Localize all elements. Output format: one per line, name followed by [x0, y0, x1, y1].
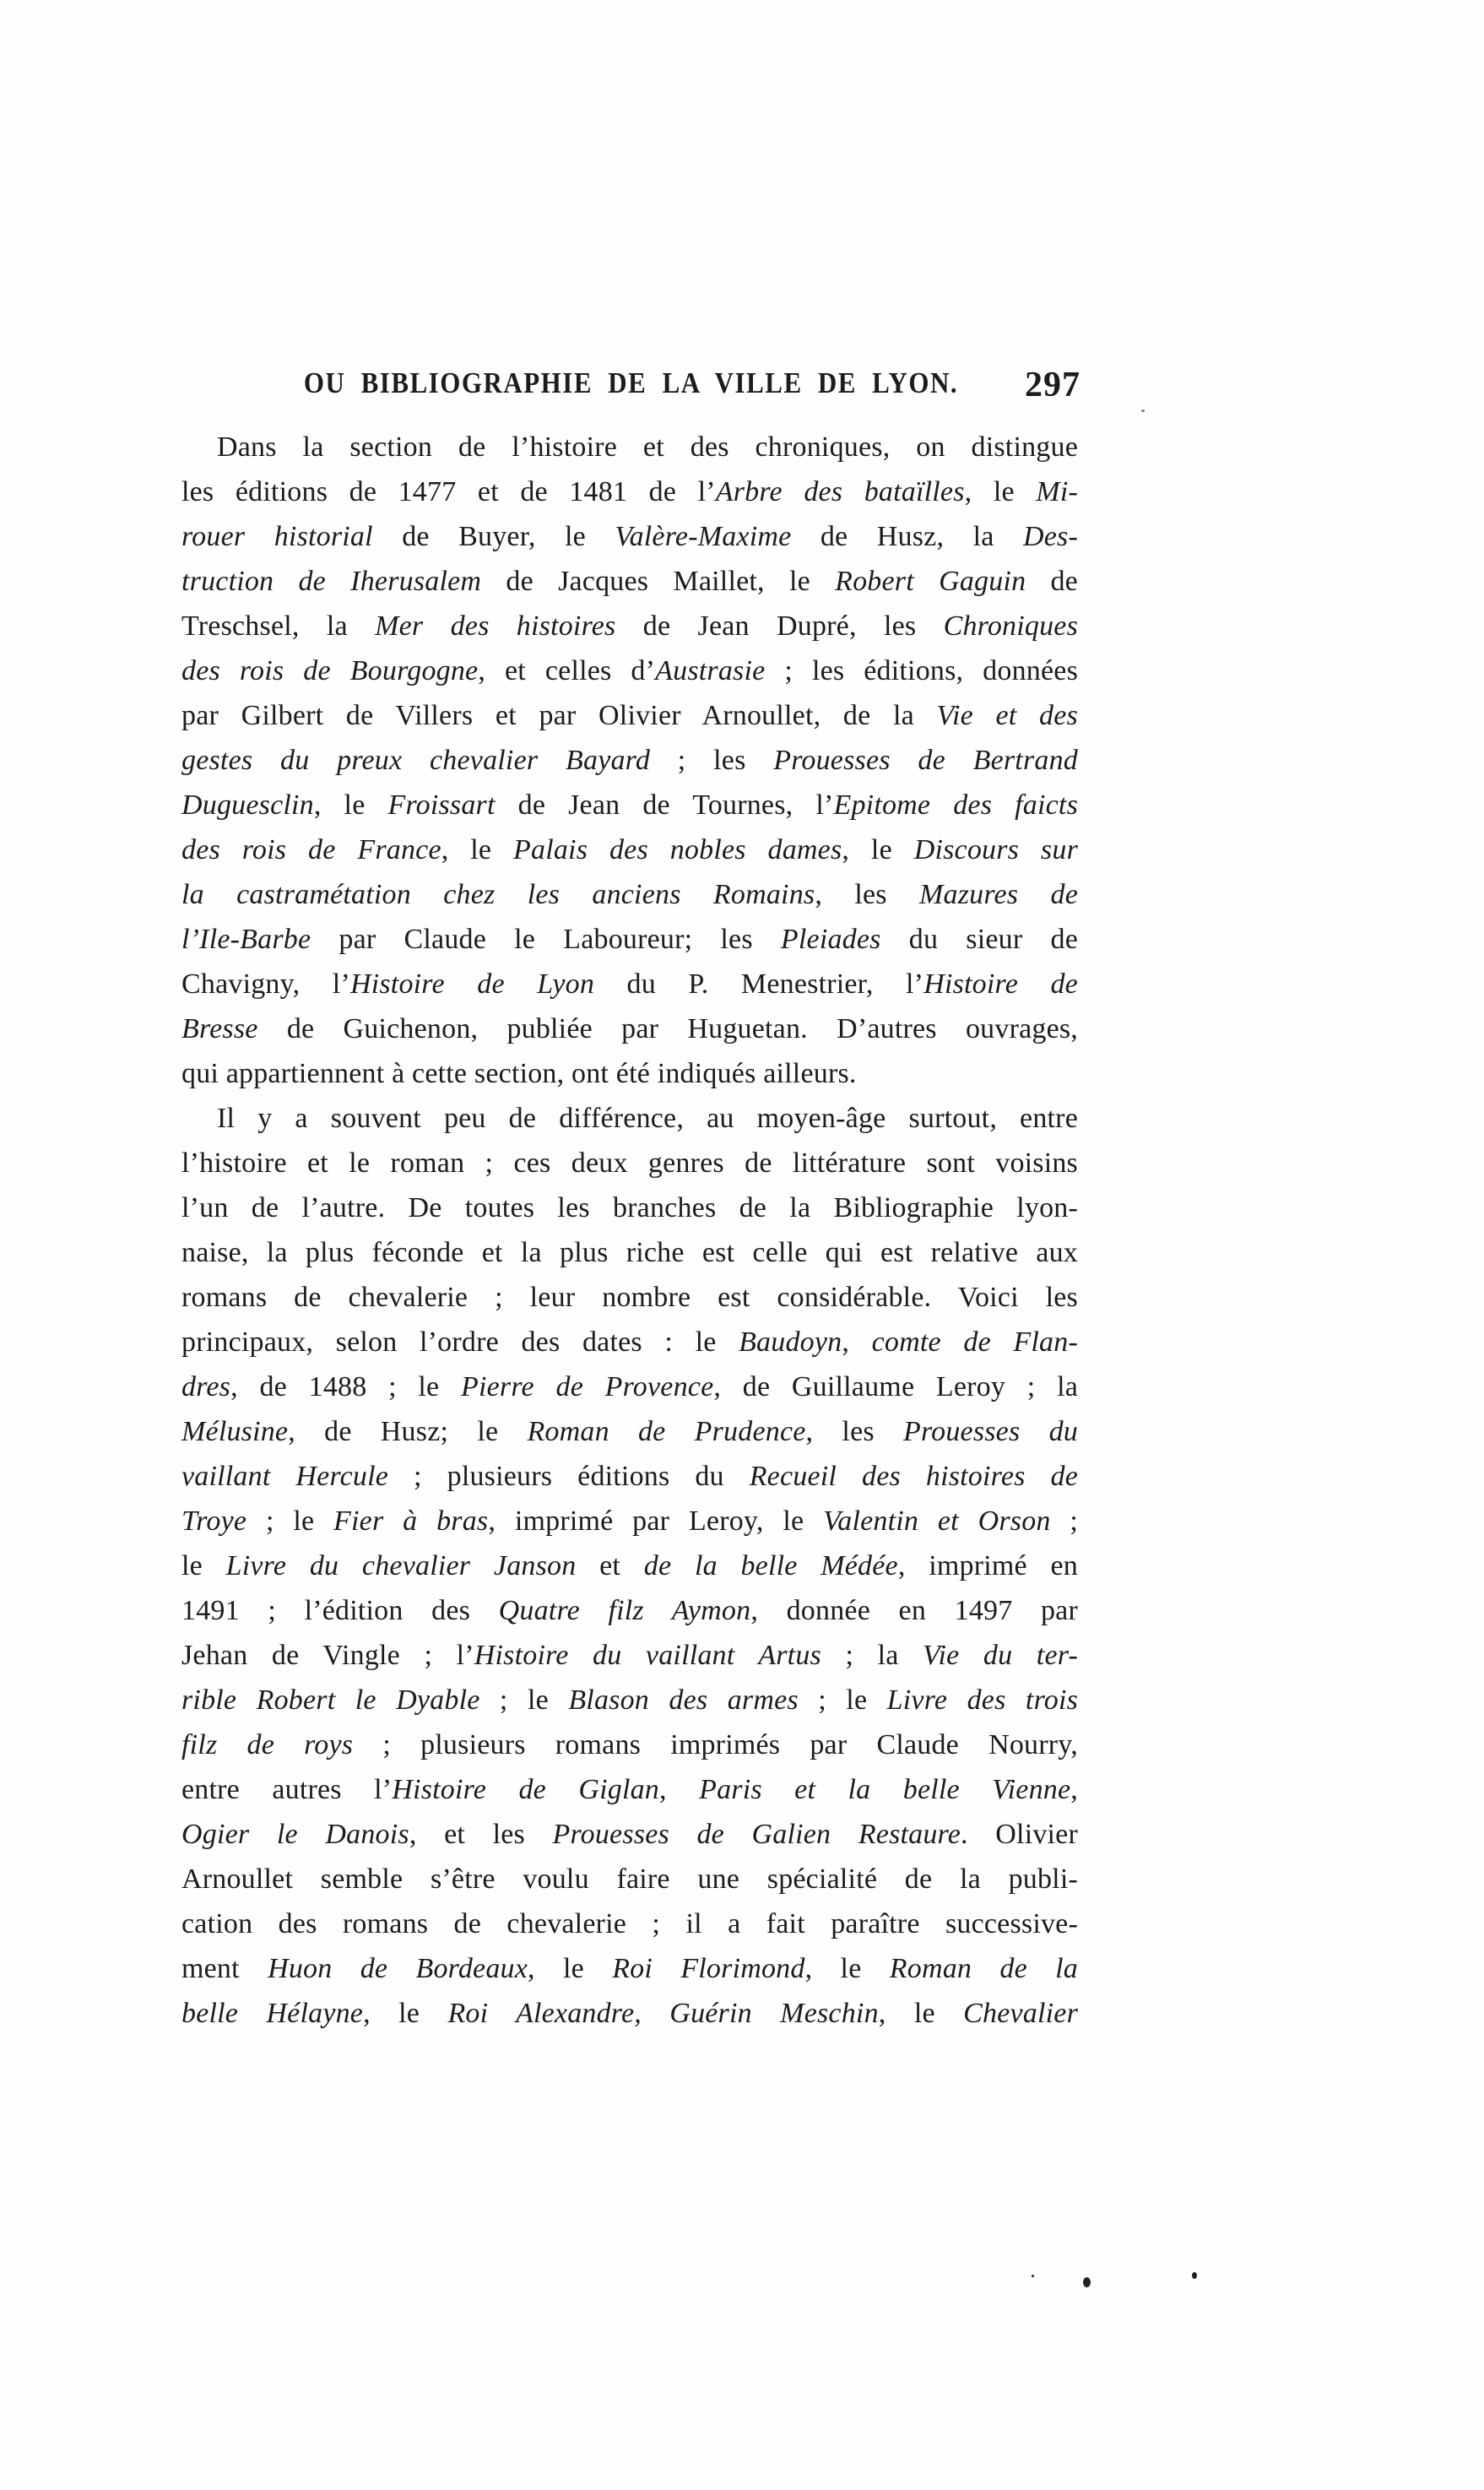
italic-text-run: Pierre de Provence — [461, 1371, 714, 1402]
text-line — [181, 783, 1078, 827]
text-run: , les — [805, 1416, 903, 1447]
italic-text-run: Histoire du vaillant Artus — [474, 1640, 821, 1671]
text-run: , imprimé en — [897, 1550, 1079, 1581]
italic-text-run: Histoire de Lyon — [349, 968, 595, 1000]
text-run: 1491 ; l’édition des — [181, 1595, 499, 1626]
text-line — [181, 1499, 1078, 1543]
text-run: entre autres l’ — [181, 1774, 393, 1805]
text-line — [181, 425, 1078, 469]
text-run: , le — [804, 1953, 890, 1984]
ink-speck — [1032, 2275, 1034, 2277]
text-run: du sieur de — [880, 924, 1078, 955]
italic-text-run: Des- — [1022, 521, 1078, 552]
italic-text-run: gestes du preux chevalier Bayard — [181, 745, 651, 776]
italic-text-run: Troye — [181, 1505, 247, 1537]
text-run: , le — [363, 1998, 448, 2029]
italic-text-run: Prouesses de Bertrand — [773, 745, 1078, 776]
italic-text-run: Prouesses de Galien Restaure — [552, 1819, 961, 1850]
text-run: , et les — [409, 1819, 553, 1850]
text-line — [181, 1901, 1078, 1946]
text-run: de Guichenon, publiée par Huguetan. D’autres ouvrages, — [257, 1013, 1078, 1044]
text-run: de — [1026, 566, 1078, 597]
italic-text-run: Huon de Bordeaux — [268, 1953, 528, 1984]
page-number: 297 — [1025, 366, 1081, 404]
text-run: ; plusieurs romans imprimés par Claude Nourry, — [353, 1729, 1078, 1760]
text-run: romans de chevalerie ; leur nombre est considérable. Voici les — [181, 1282, 1078, 1313]
text-line — [181, 1275, 1078, 1320]
text-run: Dans la section de l’histoire et des chroniques, on distingue — [217, 431, 1078, 463]
italic-text-run: Histoire de Giglan, Paris et la belle Vienne — [392, 1774, 1071, 1805]
text-run: Treschsel, la — [181, 610, 376, 642]
italic-text-run: Vie du ter- — [923, 1640, 1079, 1671]
italic-text-run: Ogier le Danois — [181, 1819, 409, 1850]
paragraph — [181, 425, 1078, 1096]
page-body — [181, 425, 1078, 2036]
text-run: l’un de l’autre. De toutes les branches de la Bibliographie lyon- — [181, 1192, 1078, 1223]
text-run: qui appartiennent à cette section, ont été indiqués ailleurs. — [181, 1058, 857, 1089]
text-line — [181, 1543, 1078, 1588]
italic-text-run: belle Hélayne — [181, 1998, 364, 2029]
italic-text-run: de la belle Médée — [643, 1550, 898, 1581]
italic-text-run: Histoire de — [923, 968, 1078, 1000]
text-line — [181, 1230, 1078, 1275]
italic-text-run: Roman de Prudence — [527, 1416, 806, 1447]
text-line — [181, 1946, 1078, 1991]
italic-text-run: Mélusine — [181, 1416, 289, 1447]
text-run: de Jean Dupré, les — [615, 610, 944, 642]
text-run: de Buyer, le — [372, 521, 615, 552]
text-line — [181, 1633, 1078, 1678]
ink-speck — [1083, 2277, 1091, 2287]
text-run: ; le — [479, 1684, 569, 1716]
text-line — [181, 738, 1078, 783]
text-run: , de Guillaume Leroy ; la — [713, 1371, 1079, 1402]
italic-text-run: l’Ile-Barbe — [181, 924, 311, 955]
text-run: ; la — [821, 1640, 923, 1671]
running-header-title: OU BIBLIOGRAPHIE DE LA VILLE DE LYON. — [303, 366, 959, 400]
text-line — [181, 872, 1078, 917]
italic-text-run: Recueil des histoires de — [749, 1461, 1078, 1492]
text-run: ; les — [650, 745, 774, 776]
text-run: du P. Menestrier, l’ — [594, 968, 924, 1000]
text-line — [181, 1767, 1078, 1812]
text-run: Il y a souvent peu de différence, au moyen-âge surtout, entre — [217, 1103, 1078, 1134]
italic-text-run: Robert Gaguin — [835, 566, 1026, 597]
text-line — [181, 1454, 1078, 1499]
text-run: par Claude le Laboureur; les — [311, 924, 781, 955]
text-run: les éditions de 1477 et de 1481 de l’ — [181, 476, 716, 507]
text-run: , — [842, 1326, 872, 1358]
italic-text-run: Chroniques — [943, 610, 1079, 642]
text-line — [181, 1588, 1078, 1633]
text-line — [181, 1722, 1078, 1767]
text-run: l’histoire et le roman ; ces deux genres de littérature sont voisins — [181, 1147, 1078, 1179]
paragraph — [181, 1096, 1078, 2036]
text-run: , — [1070, 1774, 1078, 1805]
italic-text-run: Valère-Maxime — [615, 521, 792, 552]
italic-text-run: Roman de la — [889, 1953, 1079, 1984]
italic-text-run: Mi- — [1036, 476, 1078, 507]
text-run: . Olivier — [961, 1819, 1078, 1850]
italic-text-run: comte de Flan- — [871, 1326, 1078, 1358]
text-run: Chavigny, l’ — [181, 968, 350, 1000]
text-run: , le — [313, 789, 388, 821]
text-run: Arnoullet semble s’être voulu faire une spécialité de la publi- — [181, 1863, 1078, 1895]
italic-text-run: Livre du chevalier Janson — [225, 1550, 577, 1581]
text-line — [181, 1320, 1078, 1364]
text-run: ; le — [246, 1505, 334, 1537]
text-run: ment — [181, 1953, 268, 1984]
text-run: le — [181, 1550, 226, 1581]
text-run: Jehan de Vingle ; l’ — [181, 1640, 474, 1671]
text-line — [181, 1006, 1078, 1051]
italic-text-run: Pleiades — [780, 924, 881, 955]
italic-text-run: Roi Alexandre, Guérin Meschin — [447, 1998, 879, 2029]
text-run: ; le — [798, 1684, 887, 1716]
italic-text-run: Quatre filz Aymon — [498, 1595, 751, 1626]
running-header — [181, 368, 1081, 412]
italic-text-run: Discours sur — [913, 834, 1078, 865]
text-line — [181, 1141, 1078, 1185]
text-run: , et celles d’ — [478, 655, 656, 686]
text-line — [181, 1857, 1078, 1901]
italic-text-run: la castramétation chez les anciens Romains — [181, 879, 815, 910]
text-run: , donnée en 1497 par — [750, 1595, 1078, 1626]
italic-text-run: Froissart — [387, 789, 496, 821]
italic-text-run: Roi Florimond — [612, 1953, 805, 1984]
text-line — [181, 559, 1078, 604]
text-line — [181, 827, 1078, 872]
ink-speck — [1141, 410, 1145, 412]
italic-text-run: truction de Iherusalem — [181, 566, 482, 597]
italic-text-run: Blason des armes — [568, 1684, 799, 1716]
italic-text-run: Valentin et Orson — [823, 1505, 1051, 1537]
text-run: , le — [441, 834, 514, 865]
italic-text-run: Livre des trois — [886, 1684, 1079, 1716]
text-run: de Husz, la — [791, 521, 1023, 552]
text-line — [181, 917, 1078, 962]
text-run: ; — [1050, 1505, 1078, 1537]
text-run: ; les éditions, données — [765, 655, 1078, 686]
text-run: naise, la plus féconde et la plus riche est celle qui est relative aux — [181, 1237, 1078, 1268]
italic-text-run: vaillant Hercule — [181, 1461, 389, 1492]
italic-text-run: filz de roys — [181, 1729, 354, 1760]
italic-text-run: des rois de France — [181, 834, 441, 865]
text-line — [181, 1991, 1078, 2036]
italic-text-run: des rois de Bourgogne — [181, 655, 479, 686]
text-line — [181, 648, 1078, 693]
italic-text-run: rible Robert le Dyable — [181, 1684, 480, 1716]
text-line — [181, 1812, 1078, 1857]
text-line — [181, 962, 1078, 1006]
italic-text-run: Bresse — [181, 1013, 258, 1044]
italic-text-run: Palais des nobles dames — [513, 834, 842, 865]
text-run: cation des romans de chevalerie ; il a fait paraître successive- — [181, 1908, 1078, 1939]
text-run: , les — [815, 879, 919, 910]
italic-text-run: Fier à bras — [333, 1505, 489, 1537]
text-run: , le — [842, 834, 914, 865]
text-run: et — [576, 1550, 644, 1581]
text-run: ; plusieurs éditions du — [388, 1461, 750, 1492]
text-line — [181, 1096, 1078, 1141]
text-run: de Jean de Tournes, l’ — [495, 789, 834, 821]
italic-text-run: Duguesclin — [181, 789, 314, 821]
text-run: , imprimé par Leroy, le — [488, 1505, 824, 1537]
italic-text-run: Mer des histoires — [375, 610, 616, 642]
text-line — [181, 469, 1078, 514]
italic-text-run: Prouesses du — [902, 1416, 1078, 1447]
text-run: principaux, selon l’ordre des dates : le — [181, 1326, 739, 1358]
text-run: par Gilbert de Villers et par Olivier Arnoullet, de la — [181, 700, 937, 731]
italic-text-run: Arbre des bataïlles — [715, 476, 965, 507]
ink-speck — [1192, 2272, 1197, 2279]
text-line — [181, 604, 1078, 648]
text-run: , le — [964, 476, 1037, 507]
text-line — [181, 693, 1078, 738]
text-run: de Jacques Maillet, le — [481, 566, 836, 597]
text-line — [181, 1185, 1078, 1230]
text-line — [181, 1409, 1078, 1454]
text-line — [181, 1678, 1078, 1722]
italic-text-run: Austrasie — [655, 655, 766, 686]
text-line — [181, 1051, 1078, 1096]
text-line — [181, 1364, 1078, 1409]
italic-text-run: Epitome des faicts — [833, 789, 1078, 821]
text-run: , de 1488 ; le — [230, 1371, 462, 1402]
italic-text-run: rouer historial — [181, 521, 373, 552]
italic-text-run: Vie et des — [936, 700, 1078, 731]
italic-text-run: dres — [181, 1371, 231, 1402]
italic-text-run: Chevalier — [963, 1998, 1078, 2029]
italic-text-run: Mazures de — [918, 879, 1079, 910]
text-run: , le — [528, 1953, 613, 1984]
text-line — [181, 514, 1078, 559]
italic-text-run: Baudoyn — [739, 1326, 842, 1358]
text-run: , le — [878, 1998, 964, 2029]
text-run: , de Husz; le — [288, 1416, 528, 1447]
